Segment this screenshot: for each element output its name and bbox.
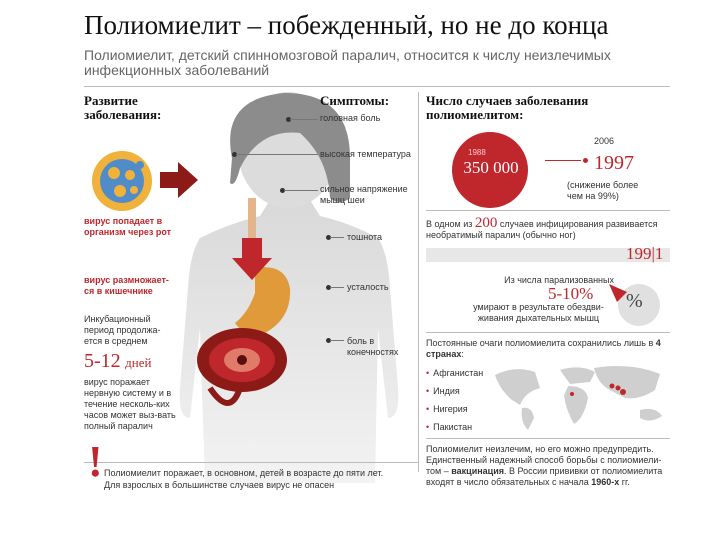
column-divider xyxy=(418,92,419,472)
ratio-text: 199|1 xyxy=(626,244,664,263)
prevention-text: Полиомиелит неизлечим, но его можно предупредить. Единственный надежный способ борьбы с полиомиели-том – вакцинация. В России прививки от полиомиелита входят в число обязательных с начала 1960-х гг. xyxy=(426,444,663,487)
cases-1988-year: 1988 xyxy=(468,148,486,157)
country-item: • Пакистан xyxy=(426,422,472,432)
paralyzed-pct: 5-10% xyxy=(548,284,594,303)
virus-icon xyxy=(86,145,158,217)
down-arrow-stem xyxy=(242,238,262,260)
warning-icon: ! xyxy=(88,437,103,486)
page-subtitle: Полиомиелит, детский спинномозговой паралич, относится к числу неизлечимых инфекционных заболеваний xyxy=(84,47,611,78)
incubation-days xyxy=(84,350,151,373)
warning-line-1: Полиомиелит поражает, в основном, детей в возрасте до пяти лет. xyxy=(104,468,384,478)
decline-note: (снижение более чем на 99%) xyxy=(567,180,639,201)
cases-heading: Число случаев заболевания полиомиелитом: xyxy=(426,93,589,122)
world-map xyxy=(490,360,670,432)
percent-symbol: % xyxy=(626,290,643,312)
incubation-days-unit: дней xyxy=(125,355,152,370)
warning-line-2: Для взрослых в большинстве случаев вирус не опасен xyxy=(104,480,335,490)
symptom-item: боль в конечностях xyxy=(347,336,399,357)
right-arrow-icon xyxy=(160,160,200,200)
page-title: Полиомиелит – побежденный, но не до конца xyxy=(84,10,609,40)
symptom-item: тошнота xyxy=(347,232,383,242)
foci-text: Постоянные очаги полиомиелита сохранились лишь в 4 странах: xyxy=(426,338,661,359)
symptom-item: головная боль xyxy=(320,113,381,123)
nerve-damage-text: вирус поражает нервную систему и в течение несколь-ких часов может выз-вать полный паралич xyxy=(84,377,176,431)
development-heading: Развитие заболевания: xyxy=(84,93,162,122)
cases-2006-count: 1997 xyxy=(594,152,634,174)
country-item: • Индия xyxy=(426,386,460,396)
symptoms-heading: Симптомы: xyxy=(320,93,390,108)
paralyzed-intro: Из числа парализованных xyxy=(504,275,614,285)
cases-2006-dot xyxy=(583,158,588,163)
incubation-days-number: 5-12 xyxy=(84,350,121,372)
country-item: • Нигерия xyxy=(426,404,468,414)
cases-2006-year: 2006 xyxy=(594,136,615,146)
symptom-item: усталость xyxy=(347,282,389,292)
symptom-item: высокая температура xyxy=(320,149,411,159)
paralyzed-text: умирают в результате обездви-живания дыхательных мышц xyxy=(473,302,604,323)
symptom-item: сильное напряжение мышц шеи xyxy=(320,184,408,205)
country-item: • Афганистан xyxy=(426,368,483,378)
virus-multiply-label: вирус размножает-ся в кишечнике xyxy=(84,275,169,296)
virus-entry-label: вирус попадает в организм через рот xyxy=(84,216,172,237)
incubation-text: Инкубационный период продолжа-ется в среднем xyxy=(84,314,161,346)
one-in-200-text: В одном из 200 случаев инфицирования развивается необратимый паралич (обычно ног) xyxy=(426,215,658,240)
title-divider xyxy=(84,86,670,87)
cases-1988-count: 350 000 xyxy=(463,158,519,177)
